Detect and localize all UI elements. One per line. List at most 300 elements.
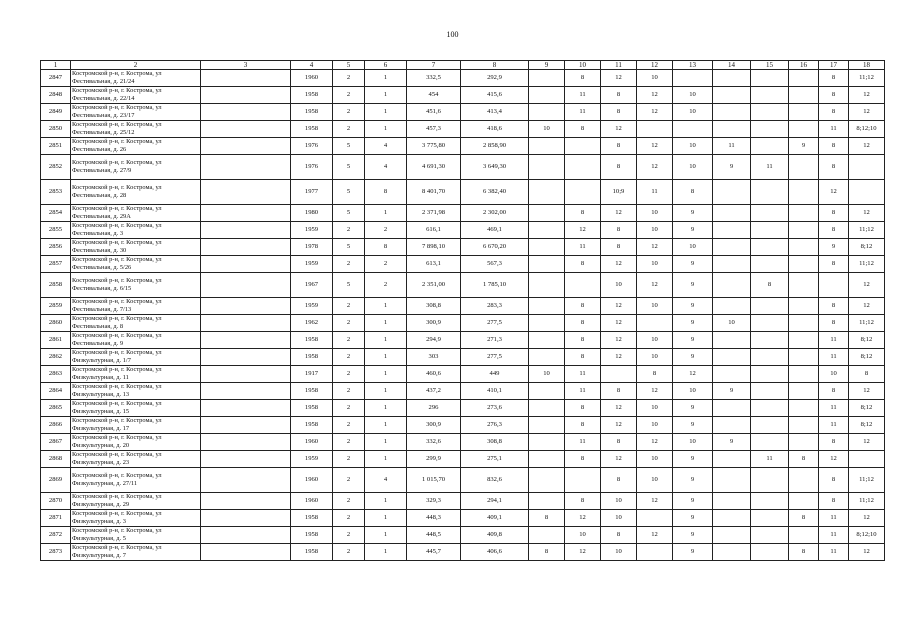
value-cell: 616,1 [407,222,461,239]
address-cell: Костромской р-н, г. Кострома, ул Фестивальная, д. 25/12 [71,121,201,138]
value-cell [751,180,789,205]
value-cell [789,155,819,180]
value-cell: 12 [637,138,673,155]
value-cell [201,205,291,222]
value-cell: 10 [601,510,637,527]
value-cell: 8 [601,222,637,239]
value-cell [713,417,751,434]
value-cell [751,239,789,256]
value-cell: 448,3 [407,510,461,527]
value-cell [751,205,789,222]
column-header-13: 13 [673,61,713,70]
value-cell: 8 [789,544,819,561]
value-cell: 4 [365,138,407,155]
value-cell: 12 [637,383,673,400]
value-cell: 296 [407,400,461,417]
value-cell [201,256,291,273]
column-header-10: 10 [565,61,601,70]
record-number-cell: 2871 [41,510,71,527]
value-cell: 8 [365,239,407,256]
value-cell: 12 [601,298,637,315]
value-cell: 12 [637,239,673,256]
value-cell [529,315,565,332]
value-cell: 10 [637,451,673,468]
value-cell: 1 [365,332,407,349]
value-cell [201,451,291,468]
value-cell: 12 [637,104,673,121]
value-cell: 1 [365,383,407,400]
value-cell: 8 [601,239,637,256]
value-cell: 1958 [291,104,333,121]
value-cell: 1 [365,510,407,527]
value-cell [789,468,819,493]
value-cell: 460,6 [407,366,461,383]
value-cell: 11;12 [849,222,885,239]
column-header-6: 6 [365,61,407,70]
value-cell: 1 [365,527,407,544]
value-cell: 1 [365,205,407,222]
value-cell: 9 [673,205,713,222]
value-cell: 8 [819,222,849,239]
value-cell: 12 [601,256,637,273]
value-cell: 8 [565,70,601,87]
value-cell [673,70,713,87]
value-cell [751,400,789,417]
value-cell: 2 [365,256,407,273]
value-cell [529,434,565,451]
value-cell: 10 [601,544,637,561]
value-cell: 1 [365,70,407,87]
value-cell: 1958 [291,417,333,434]
value-cell: 10 [637,332,673,349]
value-cell: 1980 [291,205,333,222]
value-cell [529,451,565,468]
value-cell: 12 [637,273,673,298]
value-cell: 1960 [291,493,333,510]
value-cell: 11;12 [849,70,885,87]
value-cell: 12 [849,273,885,298]
value-cell: 12 [565,544,601,561]
record-number-cell: 2855 [41,222,71,239]
table-row [41,468,885,493]
value-cell: 12 [637,493,673,510]
record-number-cell: 2863 [41,366,71,383]
value-cell: 12 [601,400,637,417]
value-cell: 12 [601,417,637,434]
address-cell: Костромской р-н, г. Кострома, ул Физкультурная, д. 15 [71,400,201,417]
value-cell [201,155,291,180]
value-cell [789,222,819,239]
value-cell [751,121,789,138]
record-number-cell: 2853 [41,180,71,205]
table-row [41,434,885,451]
value-cell: 11 [819,417,849,434]
value-cell: 8 [565,315,601,332]
table-row [41,383,885,400]
value-cell: 11 [819,332,849,349]
value-cell: 8 [565,205,601,222]
value-cell [713,256,751,273]
address-cell: Костромской р-н, г. Кострома, ул Фестивальная, д. 28 [71,180,201,205]
value-cell [201,315,291,332]
value-cell: 8 [819,434,849,451]
value-cell [201,70,291,87]
value-cell: 8 [601,138,637,155]
address-cell: Костромской р-н, г. Кострома, ул Фестивальная, д. 21/24 [71,70,201,87]
table-row [41,104,885,121]
value-cell: 11;12 [849,256,885,273]
value-cell: 283,3 [461,298,529,315]
value-cell: 2 [333,493,365,510]
value-cell [751,349,789,366]
value-cell [789,493,819,510]
value-cell: 8 [819,493,849,510]
housing-register-table [40,60,885,561]
value-cell [529,256,565,273]
value-cell: 11 [751,155,789,180]
value-cell: 1 [365,121,407,138]
value-cell: 3 775,80 [407,138,461,155]
value-cell: 8 [529,510,565,527]
value-cell [529,273,565,298]
record-number-cell: 2854 [41,205,71,222]
table-row [41,349,885,366]
value-cell: 8 [673,180,713,205]
value-cell [789,121,819,138]
value-cell [751,493,789,510]
value-cell: 294,9 [407,332,461,349]
table-row [41,256,885,273]
value-cell: 1 [365,298,407,315]
value-cell: 1 [365,493,407,510]
record-number-cell: 2857 [41,256,71,273]
value-cell: 332,6 [407,434,461,451]
value-cell: 12 [601,70,637,87]
value-cell: 8;12 [849,332,885,349]
value-cell [713,451,751,468]
value-cell: 10 [673,239,713,256]
value-cell: 1 [365,400,407,417]
value-cell: 2 351,00 [407,273,461,298]
value-cell: 2 [333,417,365,434]
value-cell: 2 [333,121,365,138]
value-cell: 12 [673,366,713,383]
value-cell [529,180,565,205]
table-row [41,451,885,468]
value-cell: 11;12 [849,315,885,332]
record-number-cell: 2849 [41,104,71,121]
value-cell: 4 [365,468,407,493]
value-cell [751,87,789,104]
value-cell: 2 [333,70,365,87]
value-cell: 437,2 [407,383,461,400]
value-cell: 2 [333,527,365,544]
value-cell: 10 [637,256,673,273]
value-cell: 10 [637,205,673,222]
value-cell: 409,8 [461,527,529,544]
value-cell: 276,3 [461,417,529,434]
value-cell [713,70,751,87]
value-cell [529,383,565,400]
value-cell: 8 [565,298,601,315]
value-cell [713,298,751,315]
value-cell: 9 [713,434,751,451]
value-cell: 9 [673,417,713,434]
value-cell: 10 [637,70,673,87]
value-cell: 10 [673,87,713,104]
value-cell: 1917 [291,366,333,383]
address-cell: Костромской р-н, г. Кострома, ул Физкультурная, д. 23 [71,451,201,468]
value-cell: 5 [333,180,365,205]
value-cell: 1958 [291,383,333,400]
value-cell [751,315,789,332]
value-cell: 2 [333,400,365,417]
record-number-cell: 2867 [41,434,71,451]
value-cell: 308,8 [461,434,529,451]
value-cell: 9 [713,383,751,400]
value-cell [789,87,819,104]
value-cell [789,400,819,417]
value-cell: 2 [333,104,365,121]
value-cell: 469,1 [461,222,529,239]
record-number-cell: 2866 [41,417,71,434]
value-cell: 8 [789,510,819,527]
address-cell: Костромской р-н, г. Кострома, ул Фестивальная, д. 7/13 [71,298,201,315]
value-cell: 9 [673,298,713,315]
record-number-cell: 2864 [41,383,71,400]
value-cell: 6 382,40 [461,180,529,205]
record-number-cell: 2847 [41,70,71,87]
value-cell: 8 [819,298,849,315]
value-cell: 8 [565,493,601,510]
value-cell: 12 [637,87,673,104]
address-cell: Костромской р-н, г. Кострома, ул Фестивальная, д. 30 [71,239,201,256]
value-cell: 2 [333,349,365,366]
value-cell: 4 [365,155,407,180]
value-cell [201,121,291,138]
value-cell: 12 [849,510,885,527]
value-cell: 8;12 [849,239,885,256]
value-cell: 8 [601,155,637,180]
value-cell: 12 [565,510,601,527]
value-cell: 11 [565,239,601,256]
value-cell: 1 [365,434,407,451]
value-cell: 11 [565,366,601,383]
value-cell: 2 302,00 [461,205,529,222]
value-cell: 1958 [291,87,333,104]
value-cell: 1 [365,104,407,121]
value-cell: 8 [601,383,637,400]
record-number-cell: 2850 [41,121,71,138]
value-cell [751,104,789,121]
record-number-cell: 2861 [41,332,71,349]
address-cell: Костромской р-н, г. Кострома, ул Фестивальная, д. 29А [71,205,201,222]
value-cell: 1 [365,451,407,468]
value-cell [751,222,789,239]
value-cell [789,273,819,298]
value-cell: 2 371,98 [407,205,461,222]
value-cell [529,349,565,366]
value-cell: 12 [601,332,637,349]
value-cell [713,332,751,349]
value-cell [529,155,565,180]
value-cell: 12 [819,180,849,205]
value-cell [751,468,789,493]
value-cell: 2 [333,256,365,273]
value-cell: 10 [529,121,565,138]
value-cell [751,544,789,561]
address-cell: Костромской р-н, г. Кострома, ул Фестивальная, д. 9 [71,332,201,349]
value-cell: 1 [365,315,407,332]
record-number-cell: 2851 [41,138,71,155]
column-header-12: 12 [637,61,673,70]
value-cell [637,510,673,527]
value-cell: 277,5 [461,315,529,332]
value-cell: 8;12 [849,400,885,417]
value-cell: 10 [637,468,673,493]
column-header-1: 1 [41,61,71,70]
value-cell: 2 [333,544,365,561]
value-cell: 8 [819,205,849,222]
value-cell: 1 [365,366,407,383]
value-cell: 8 [601,468,637,493]
value-cell [789,527,819,544]
value-cell [819,273,849,298]
value-cell: 12 [849,87,885,104]
value-cell: 8 [601,527,637,544]
table-row [41,417,885,434]
column-header-7: 7 [407,61,461,70]
value-cell: 12 [849,104,885,121]
value-cell: 11 [819,400,849,417]
value-cell: 11 [819,510,849,527]
value-cell [849,155,885,180]
address-cell: Костромской р-н, г. Кострома, ул Физкультурная, д. 13 [71,383,201,400]
value-cell: 10 [637,222,673,239]
value-cell: 2 [333,434,365,451]
value-cell: 12 [849,138,885,155]
value-cell: 457,3 [407,121,461,138]
value-cell: 11;12 [849,468,885,493]
column-header-11: 11 [601,61,637,70]
value-cell [565,180,601,205]
value-cell [713,104,751,121]
table-row [41,527,885,544]
value-cell: 11;12 [849,493,885,510]
value-cell: 273,6 [461,400,529,417]
value-cell: 1967 [291,273,333,298]
value-cell [201,468,291,493]
record-number-cell: 2860 [41,315,71,332]
value-cell: 12 [601,315,637,332]
value-cell: 8 [819,155,849,180]
value-cell: 12 [849,434,885,451]
value-cell [751,527,789,544]
value-cell: 5 [333,138,365,155]
value-cell: 10 [819,366,849,383]
value-cell: 12 [637,434,673,451]
record-number-cell: 2869 [41,468,71,493]
value-cell: 567,3 [461,256,529,273]
value-cell: 2 [333,366,365,383]
value-cell: 7 898,10 [407,239,461,256]
value-cell: 2 [333,222,365,239]
value-cell [529,205,565,222]
value-cell: 2 [333,451,365,468]
value-cell [529,222,565,239]
address-cell: Костромской р-н, г. Кострома, ул Физкультурная, д. 20 [71,434,201,451]
value-cell [529,298,565,315]
value-cell: 445,7 [407,544,461,561]
value-cell: 8 [819,468,849,493]
value-cell: 11 [819,349,849,366]
column-header-5: 5 [333,61,365,70]
value-cell: 3 649,30 [461,155,529,180]
column-header-18: 18 [849,61,885,70]
value-cell: 1978 [291,239,333,256]
value-cell [751,383,789,400]
value-cell: 303 [407,349,461,366]
value-cell [789,417,819,434]
value-cell [201,493,291,510]
value-cell [789,70,819,87]
value-cell: 1 785,10 [461,273,529,298]
value-cell: 271,3 [461,332,529,349]
value-cell: 9 [673,349,713,366]
value-cell: 8 [849,366,885,383]
value-cell: 9 [673,400,713,417]
value-cell: 8 [365,180,407,205]
value-cell [201,332,291,349]
address-cell: Костромской р-н, г. Кострома, ул Фестивальная, д. 22/14 [71,87,201,104]
value-cell [601,366,637,383]
value-cell: 9 [673,493,713,510]
value-cell: 1958 [291,510,333,527]
value-cell: 9 [673,451,713,468]
value-cell [713,273,751,298]
table-row [41,273,885,298]
value-cell: 9 [673,222,713,239]
value-cell: 294,1 [461,493,529,510]
value-cell: 1962 [291,315,333,332]
value-cell: 8 [565,451,601,468]
value-cell [789,180,819,205]
value-cell [201,87,291,104]
value-cell: 300,9 [407,417,461,434]
value-cell [529,527,565,544]
value-cell: 1977 [291,180,333,205]
value-cell: 12 [601,121,637,138]
value-cell: 11 [565,434,601,451]
value-cell: 1958 [291,332,333,349]
value-cell: 2 [333,315,365,332]
table-row [41,155,885,180]
value-cell [529,70,565,87]
value-cell: 1958 [291,121,333,138]
value-cell [789,315,819,332]
page-number: 100 [446,30,459,39]
value-cell: 11 [819,527,849,544]
value-cell: 8 [819,87,849,104]
value-cell [789,434,819,451]
column-header-4: 4 [291,61,333,70]
value-cell: 1 [365,349,407,366]
value-cell [789,332,819,349]
value-cell: 10 [673,104,713,121]
value-cell: 9 [673,332,713,349]
address-cell: Костромской р-н, г. Кострома, ул Фестивальная, д. 5/26 [71,256,201,273]
value-cell: 292,9 [461,70,529,87]
